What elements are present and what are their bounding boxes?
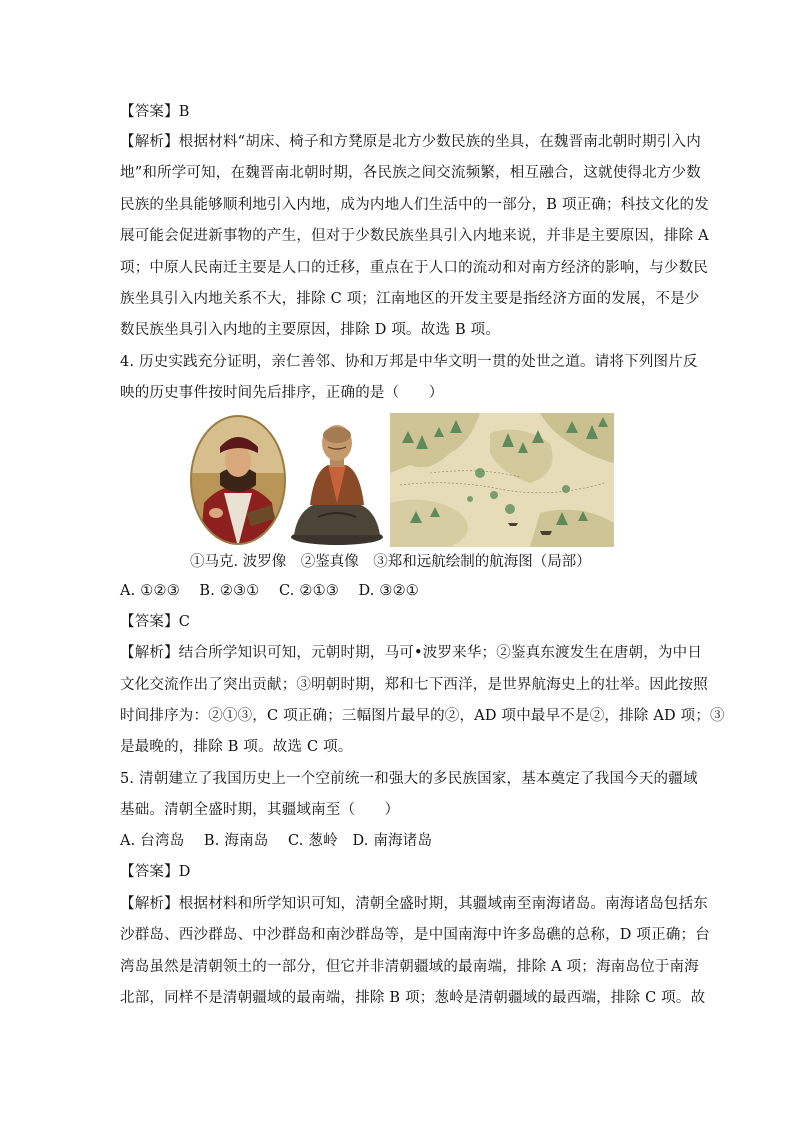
q4-analysis-line: 文化交流作出了突出贡献；③明朝时期，郑和七下西洋，是世界航海史上的壮举。因此按照 bbox=[120, 677, 708, 693]
q4-figure-caption: ①马克. 波罗像 ②鉴真像 ③郑和远航绘制的航海图（局部） bbox=[190, 554, 591, 570]
q4-figure bbox=[190, 413, 614, 547]
q5-stem-line: 基础。清朝全盛时期，其疆域南至（ ） bbox=[120, 802, 400, 818]
q4-analysis-line: 时间排序为：②①③，C 项正确；三幅图片最早的②，AD 项中最早不是②，排除 AD 项；③ bbox=[120, 708, 725, 724]
q4-stem-line: 映的历史事件按时间先后排序，正确的是（ ） bbox=[120, 385, 444, 401]
q4-analysis-line: 是最晚的，排除 B 项。故选 C 项。 bbox=[120, 739, 353, 755]
q3-analysis-line: 数民族坐具引入内地的主要原因，排除 D 项。故选 B 项。 bbox=[120, 322, 501, 338]
q5-analysis-line: 北部，同样不是清朝疆域的最南端，排除 B 项；葱岭是清朝疆域的最西端，排除 C 项。故 bbox=[120, 990, 706, 1006]
q3-analysis-line: 民族的坐具能够顺利地引入内地，成为内地人们生活中的一部分，B 项正确；科技文化的发 bbox=[120, 197, 709, 213]
q4-answer: 【答案】C bbox=[120, 614, 191, 630]
q4-choices: A. ①②③ B. ②③① C. ②①③ D. ③②① bbox=[120, 583, 420, 599]
q3-analysis-line: 展可能会促进新事物的产生，但对于少数民族坐具引入内地来说，并非是主要原因，排除 A bbox=[120, 228, 709, 244]
q3-analysis-line: 地”和所学可知，在魏晋南北朝时期，各民族之间交流频繁，相互融合，这就使得北方少数 bbox=[120, 165, 701, 181]
q3-analysis-line: 族坐具引入内地关系不大，排除 C 项；江南地区的开发主要是指经济方面的发展，不是少 bbox=[120, 291, 700, 307]
q4-analysis-line: 【解析】结合所学知识可知，元朝时期，马可•波罗来华；②鉴真东渡发生在唐朝，为中日 bbox=[120, 645, 703, 661]
q4-stem-line: 4. 历史实践充分证明，亲仁善邻、协和万邦是中华文明一贯的处世之道。请将下列图片反 bbox=[120, 354, 698, 370]
q5-answer: 【答案】D bbox=[120, 864, 191, 880]
q5-analysis-line: 沙群岛、西沙群岛、中沙群岛和南沙群岛等，是中国南海中许多岛礁的总称，D 项正确；台 bbox=[120, 927, 710, 943]
q5-analysis-line: 【解析】根据材料和所学知识可知，清朝全盛时期，其疆域南至南海诸岛。南海诸岛包括东 bbox=[120, 896, 708, 912]
marco-polo-portrait bbox=[190, 413, 286, 547]
q5-stem-line: 5. 清朝建立了我国历史上一个空前统一和强大的多民族国家，基本奠定了我国今天的疆域 bbox=[120, 771, 698, 787]
q3-analysis-line: 【解析】根据材料“胡床、椅子和方凳原是北方少数民族的坐具，在魏晋南北朝时期引入内 bbox=[120, 134, 701, 150]
q3-answer: 【答案】B bbox=[120, 104, 190, 120]
zheng-he-nautical-chart bbox=[390, 413, 614, 547]
q5-choices: A. 台湾岛 B. 海南岛 C. 葱岭 D. 南海诸岛 bbox=[120, 833, 433, 849]
jianzhen-statue bbox=[288, 413, 386, 547]
q5-analysis-line: 湾岛虽然是清朝领土的一部分，但它并非清朝疆域的最南端，排除 A 项；海南岛位于南海 bbox=[120, 959, 699, 975]
q3-analysis-line: 项；中原人民南迁主要是人口的迁移，重点在于人口的流动和对南方经济的影响，与少数民 bbox=[120, 260, 708, 276]
